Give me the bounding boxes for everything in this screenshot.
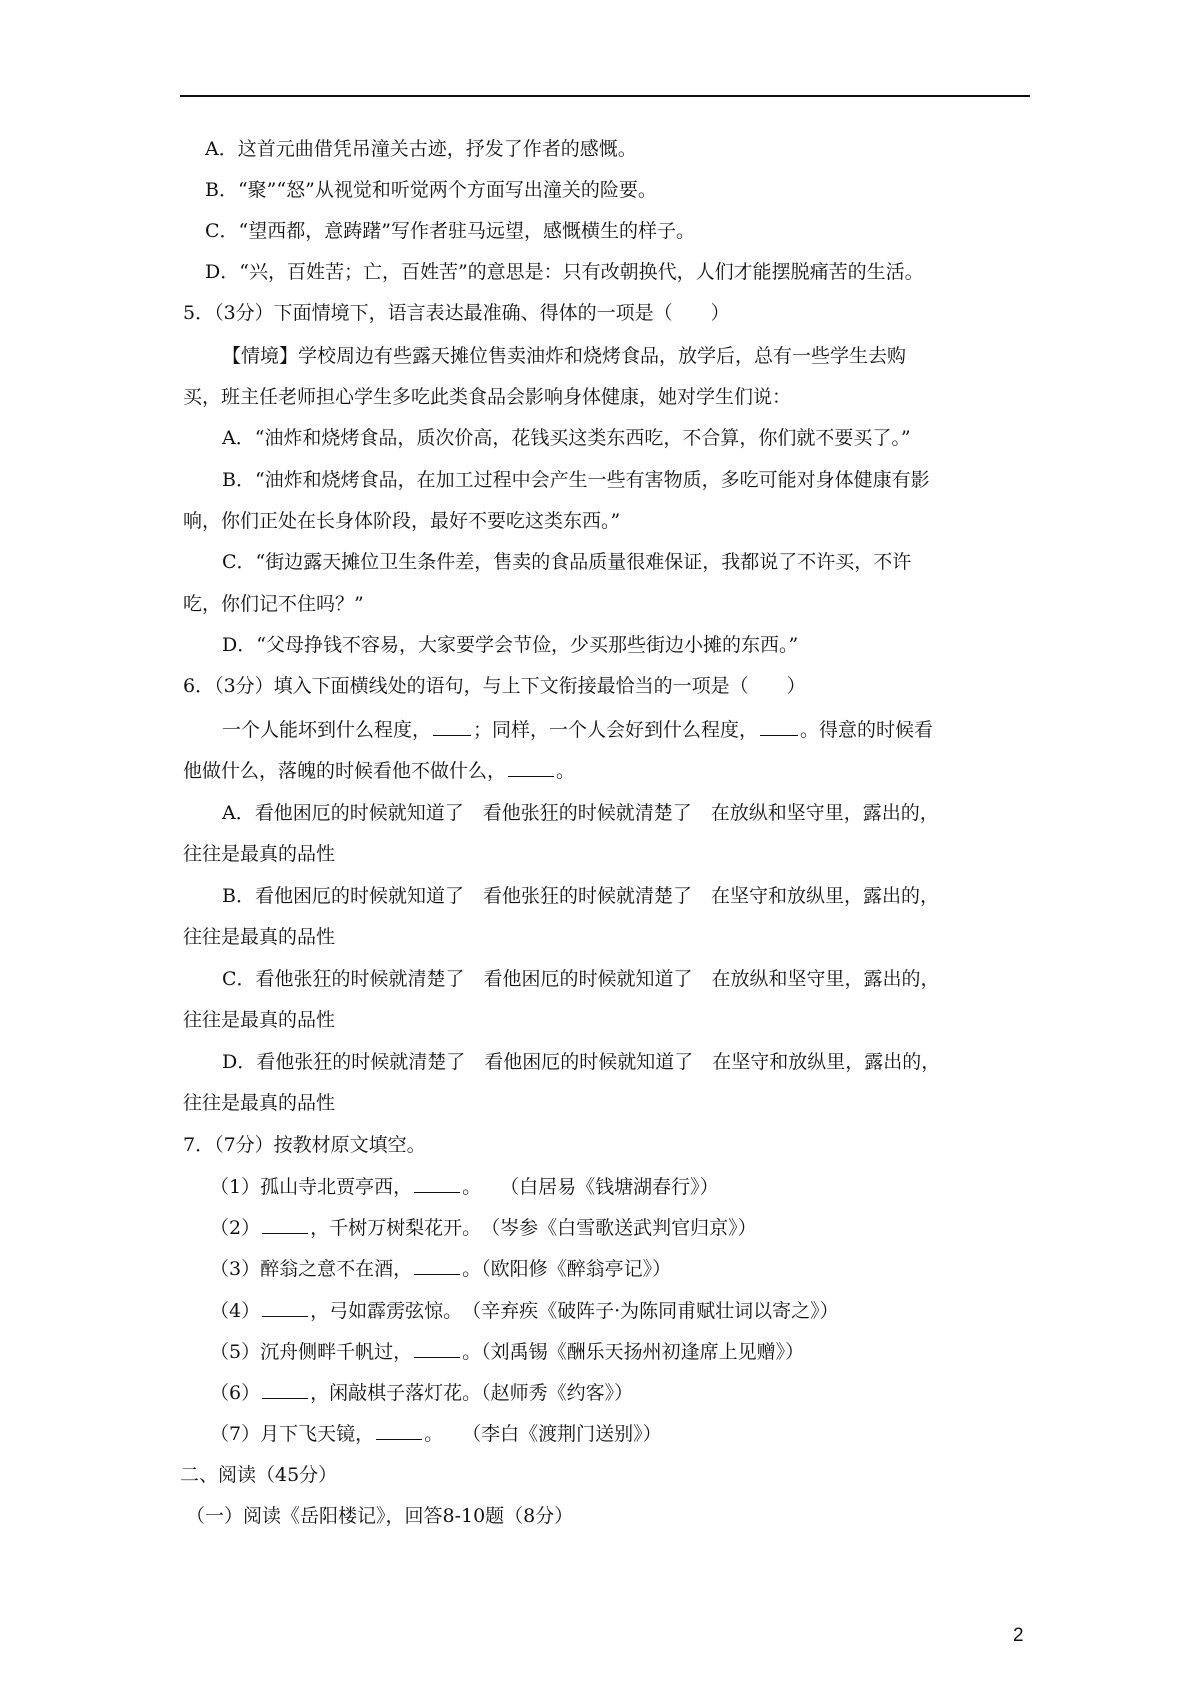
q6-option-a-line1: A．看他困厄的时候就知道了 看他张狂的时候就清楚了 在放纵和坚守里，露出的， [222,802,939,824]
q4-option-b: B．“聚”“怒”从视觉和听觉两个方面写出潼关的险要。 [205,179,657,201]
q7-item-prefix: （2） [210,1217,261,1239]
page-number: 2 [1013,1625,1024,1646]
q7-item-prefix: （7）月下飞天镜， [210,1423,375,1445]
q7-item [210,1380,633,1405]
q6-passage-text: ；同样，一个人会好到什么程度， [473,719,759,741]
q5-stem: 5．（3分）下面情境下，语言表达最准确、得体的一项是（ ） [183,302,730,324]
q6-passage-text: 。 [556,760,576,782]
q6-option-d-line2: 往往是最真的品性 [183,1092,336,1114]
q5-option-b-line1: B．“油炸和烧烤食品，在加工过程中会产生一些有害物质，多吃可能对身体健康有影 [222,469,930,491]
q7-item [210,1174,719,1199]
section-subheading: （一）阅读《岳阳楼记》，回答8-10题（8分） [186,1505,574,1527]
q4-option-d: D．“兴，百姓苦；亡，百姓苦”的意思是：只有改朝换代，人们才能摆脱痛苦的生活。 [205,261,924,283]
q7-item [210,1215,757,1240]
fill-blank[interactable] [376,1421,422,1440]
q6-option-b-line1: B．看他困厄的时候就知道了 看他张狂的时候就清楚了 在坚守和放纵里，露出的， [222,885,939,907]
fill-blank[interactable] [414,1256,460,1275]
q7-item-suffix: 。 （李白《渡荆门送别》） [424,1423,662,1445]
fill-blank[interactable] [262,1215,308,1234]
q7-item [210,1421,662,1446]
q7-stem: 7．（7分）按教材原文填空。 [183,1134,426,1156]
q6-passage-text: 一个人能坏到什么程度， [222,719,432,741]
fill-blank[interactable] [760,717,798,736]
q6-passage-line2 [183,758,575,783]
q7-item-suffix: ，弓如霹雳弦惊。 （辛弃疾《破阵子·为陈同甫赋壮词以寄之》） [310,1300,839,1322]
q4-option-a: A．这首元曲借凭吊潼关古迹，抒发了作者的感慨。 [205,138,637,160]
q7-item [210,1298,839,1323]
fill-blank[interactable] [414,1339,460,1358]
q7-item-prefix: （1）孤山寺北贾亭西， [210,1176,413,1198]
q6-passage-line1 [222,717,933,742]
q7-item-suffix: 。（欧阳修《醉翁亭记》） [462,1258,672,1280]
q7-item-prefix: （6） [210,1382,261,1404]
section-heading: 二、阅读（45分） [180,1464,338,1486]
q5-context-line1: 【情境】学校周边有些露天摊位售卖油炸和烧烤食品，放学后，总有一些学生去购 [222,345,907,367]
q7-item-suffix: ，千树万树梨花开。 （岑参《白雪歌送武判官归京》） [310,1217,757,1239]
q7-item-prefix: （4） [210,1300,261,1322]
header-rule [180,95,1030,97]
q7-item-prefix: （3）醉翁之意不在酒， [210,1258,413,1280]
q7-item-prefix: （5）沉舟侧畔千帆过， [210,1341,413,1363]
q5-option-b-line2: 响，你们正处在长身体阶段，最好不要吃这类东西。” [183,510,621,532]
q5-option-d: D．“父母挣钱不容易，大家要学会节俭，少买那些街边小摊的东西。” [222,634,799,656]
q6-passage-text: 。得意的时候看 [800,719,934,741]
q6-option-c-line1: C．看他张狂的时候就清楚了 看他困厄的时候就知道了 在放纵和坚守里，露出的， [222,968,940,990]
q6-option-a-line2: 往往是最真的品性 [183,843,336,865]
fill-blank[interactable] [262,1298,308,1317]
q6-option-b-line2: 往往是最真的品性 [183,926,336,948]
q5-option-c-line1: C．“街边露天摊位卫生条件差，售卖的食品质量很难保证，我都说了不许买，不许 [222,551,912,573]
q7-item [210,1256,671,1281]
q6-stem: 6．（3分）填入下面横线处的语句，与上下文衔接最恰当的一项是（ ） [183,675,806,697]
q7-item-suffix: 。（刘禹锡《酬乐天扬州初逢席上见赠》） [462,1341,805,1363]
fill-blank[interactable] [508,758,554,777]
q5-option-a: A．“油炸和烧烤食品，质次价高，花钱买这类东西吃，不合算，你们就不要买了。” [222,427,911,449]
q4-option-c: C．“望西都，意踌躇”写作者驻马远望，感慨横生的样子。 [205,220,695,242]
q7-item-suffix: 。 （白居易《钱塘湖春行》） [462,1176,719,1198]
q7-item-suffix: ，闲敲棋子落灯花。（赵师秀《约客》） [310,1382,634,1404]
q5-context-line2: 买，班主任老师担心学生多吃此类食品会影响身体健康，她对学生们说： [183,386,792,408]
q6-option-d-line1: D．看他张狂的时候就清楚了 看他困厄的时候就知道了 在坚守和放纵里，露出的， [222,1051,941,1073]
fill-blank[interactable] [414,1174,460,1193]
q6-option-c-line2: 往往是最真的品性 [183,1009,336,1031]
q6-passage-text: 他做什么，落魄的时候看他不做什么， [183,760,507,782]
fill-blank[interactable] [433,717,471,736]
fill-blank[interactable] [262,1380,308,1399]
q5-option-c-line2: 吃，你们记不住吗？” [183,593,364,615]
q7-item [210,1339,804,1364]
